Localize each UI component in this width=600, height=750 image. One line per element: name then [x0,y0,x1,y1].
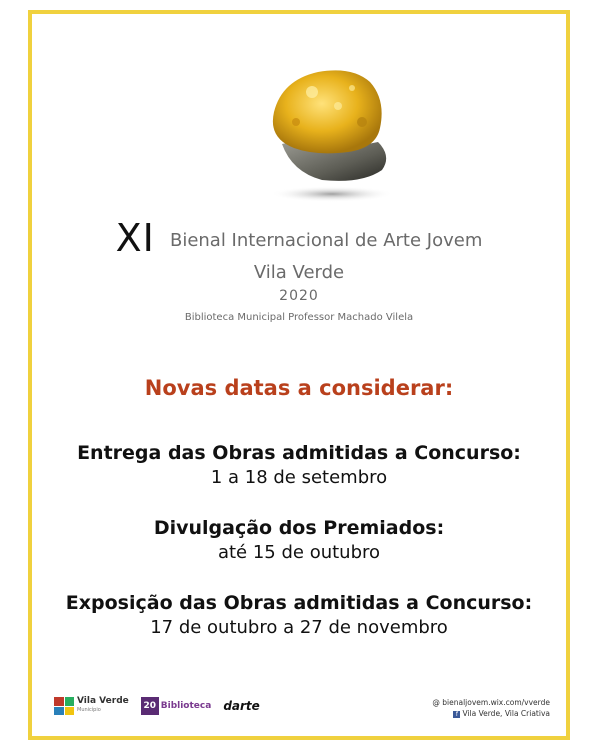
event-venue: Biblioteca Municipal Professor Machado Vilela [184,312,414,323]
date-block-winners [32,515,566,565]
date-label: Entrega das Obras admitidas a Concurso: [77,442,521,464]
event-name: Bienal Internacional de Arte Jovem [169,229,483,251]
event-year: 2020 [279,288,319,304]
darte-logo: darte [223,699,260,713]
gold-rock-illustration [252,52,412,212]
vila-verde-logo [54,697,129,715]
event-town: Vila Verde [253,262,345,283]
vila-verde-logo-text: Vila Verde Município [77,696,129,713]
facebook-link[interactable] [432,708,550,719]
date-value: 1 a 18 de setembro [210,467,388,488]
footer-credits [432,697,550,719]
event-heading [32,216,566,260]
date-block-submission [32,440,566,490]
sponsor-logos [54,694,260,718]
date-value: até 15 de outubro [217,542,381,563]
date-label: Exposição das Obras admitidas a Concurso: [65,592,533,614]
facebook-page-name: Vila Verde, Vila Criativa [462,709,550,718]
notice-title: Novas datas a considerar: [144,376,454,400]
website-link[interactable]: @ bienaljovem.wix.com/vverde [432,698,550,707]
date-block-exhibition [32,590,566,640]
date-label: Divulgação dos Premiados: [153,517,445,539]
vila-verde-emblem-icon [54,697,74,715]
date-value: 17 de outubro a 27 de novembro [150,617,448,638]
biblioteca-logo [141,697,212,715]
edition-numeral: XI [115,216,155,260]
biblioteca-logo-text: Biblioteca [160,701,212,711]
facebook-icon: f [453,711,460,718]
poster-frame [28,10,570,740]
biblioteca-badge: 20 [141,697,159,715]
